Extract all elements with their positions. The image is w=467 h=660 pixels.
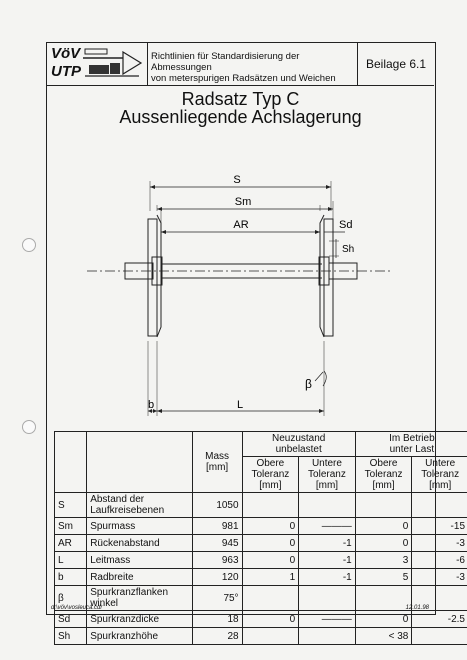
row-mass: 75° [192,586,242,611]
row-new-lower: ——— [299,611,356,628]
col-new-upper-l2: Toleranz [251,469,290,480]
page-title-line1: Radsatz Typ C [181,89,300,109]
row-op-lower: -2.5 [412,611,467,628]
row-op-lower [412,493,467,518]
row-symbol: AR [55,535,87,552]
row-new-upper [242,628,299,645]
row-new-lower: ——— [299,518,356,535]
row-op-upper: 0 [355,611,412,628]
page-title-line2: Aussenliegende Achslagerung [119,107,362,127]
punch-hole-bottom [22,420,36,434]
row-mass: 1050 [192,493,242,518]
logo-text-bottom: UTP [51,63,81,80]
row-name: Spurkranzdicke [87,611,192,628]
row-symbol: L [55,552,87,569]
row-op-upper: 5 [355,569,412,586]
document-header [47,43,434,86]
col-op-upper-l1: Obere [369,458,398,469]
row-op-lower [412,628,467,645]
row-op-lower: -3 [412,535,467,552]
row-new-lower [299,628,356,645]
row-op-lower: -6 [412,552,467,569]
group-new-line1: Neuzustand [271,433,326,444]
table-header-blank [55,432,87,493]
col-new-lower [299,457,356,493]
table-row [55,518,467,535]
row-new-lower: -1 [299,535,356,552]
document-header-text [151,51,356,84]
row-op-upper [355,493,412,518]
group-op-line2: unter Last [389,444,435,455]
row-name: Spurkranzflanken winkel [87,586,192,611]
row-name: Leitmass [87,552,192,569]
row-mass: 981 [192,518,242,535]
row-new-upper: 0 [242,611,299,628]
col-op-lower-unit: [mm] [429,480,452,491]
row-new-upper [242,493,299,518]
table-header-mass [192,432,242,493]
document-frame [46,42,465,642]
logo-text-top: VöV [51,45,81,62]
row-new-lower [299,586,356,611]
col-mass-label: Mass [205,451,230,462]
col-new-upper-l1: Obere [256,458,285,469]
col-op-upper-l2: Toleranz [364,469,403,480]
dimension-table [54,431,467,645]
row-op-upper: < 38 [355,628,412,645]
table-header-name [87,432,192,493]
row-op-lower: -3 [412,569,467,586]
row-new-upper: 0 [242,518,299,535]
col-op-lower-l2: Toleranz [421,469,460,480]
row-op-upper: 3 [355,552,412,569]
row-mass: 28 [192,628,242,645]
row-symbol: S [55,493,87,518]
row-name: Spurmass [87,518,192,535]
row-symbol: Sd [55,611,87,628]
row-symbol: β [55,586,87,611]
row-mass: 18 [192,611,242,628]
group-operation [355,432,467,457]
dim-label-beta: β [305,377,312,391]
appendix-reference: Beilage 6.1 [357,43,434,85]
row-new-upper: 0 [242,535,299,552]
col-op-upper [355,457,412,493]
row-new-upper [242,586,299,611]
row-new-lower [299,493,356,518]
punch-hole-top [22,238,36,252]
row-symbol: b [55,569,87,586]
table-row [55,611,467,628]
col-op-lower-l1: Untere [425,458,456,469]
row-mass: 120 [192,569,242,586]
group-op-line1: Im Betrieb [389,433,435,444]
table-row [55,569,467,586]
dim-label-l: L [236,399,244,411]
row-op-lower: -15 [412,518,467,535]
dim-label-b: b [148,399,155,411]
train-logo-icon [83,47,145,81]
row-name: Abstand der Laufkreisebenen [87,493,192,518]
row-op-upper [355,586,412,611]
table-body [55,493,467,645]
col-op-upper-unit: [mm] [372,480,395,491]
table-row [55,535,467,552]
dim-label-sm: Sm [234,196,252,208]
footer-file-path: d:\vöv\vosleuca.cdr [51,605,103,611]
row-name: Spurkranzhöhe [87,628,192,645]
table-row [55,493,467,518]
row-mass: 945 [192,535,242,552]
header-title-line2: von meterspurigen Radsätzen und Weichen [151,73,336,84]
row-symbol: Sh [55,628,87,645]
row-op-upper: 0 [355,535,412,552]
header-title-line1: Richtlinien für Standardisierung der Abmessungen [151,51,300,73]
row-new-upper: 0 [242,552,299,569]
row-name: Radbreite [87,569,192,586]
group-new [242,432,355,457]
row-mass: 963 [192,552,242,569]
row-new-upper: 1 [242,569,299,586]
col-new-lower-unit: [mm] [315,480,339,491]
col-new-lower-l1: Untere [311,458,342,469]
row-name: Rückenabstand [87,535,192,552]
table-row [55,628,467,645]
col-mass-unit: [mm] [205,462,229,473]
group-new-line2: unbelastet [275,444,322,455]
row-new-lower: -1 [299,552,356,569]
row-symbol: Sm [55,518,87,535]
col-new-upper [242,457,299,493]
logo [47,43,148,85]
col-new-upper-unit: [mm] [259,480,282,491]
col-new-lower-l2: Toleranz [308,469,346,480]
dim-label-s: S [233,174,241,186]
row-op-upper: 0 [355,518,412,535]
table-row [55,552,467,569]
dim-label-ar: AR [233,219,249,231]
footer-date: 12.01.98 [405,605,429,611]
col-op-lower [412,457,467,493]
dim-label-sd: Sd [339,219,353,231]
row-new-lower: -1 [299,569,356,586]
wheelset-drawing [47,131,434,421]
dim-label-sh: Sh [342,244,355,255]
